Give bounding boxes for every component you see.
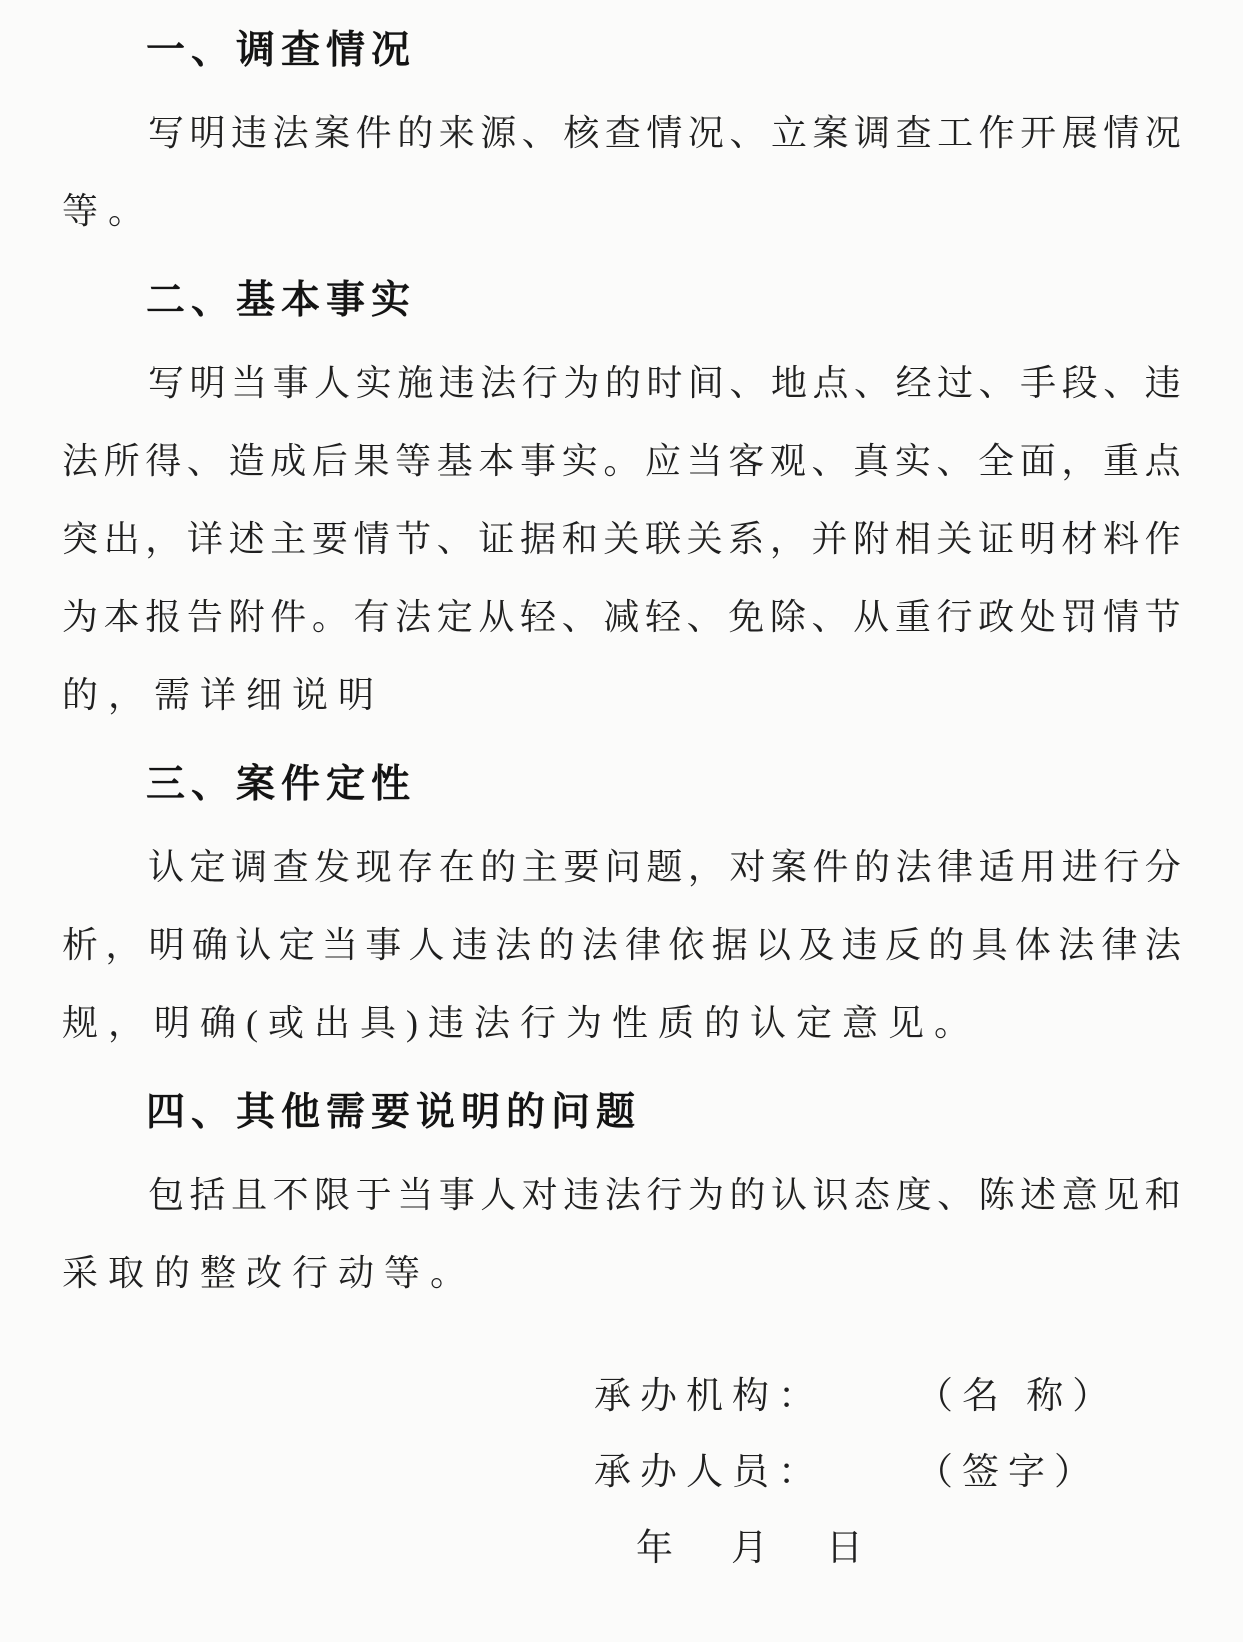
date-year-label: 年 — [636, 1528, 673, 1569]
paragraph-line: 写 明 违 法 案 件 的 来 源 、 核 查 情 况 、 立 案 调 查 工 作 开 展 情 况 — [148, 113, 1181, 153]
person-label: 承办人员： — [594, 1452, 824, 1493]
date-line — [594, 1506, 1181, 1582]
paragraph-line: 析 ， 明 确 认 定 当 事 人 违 法 的 法 律 依 据 以 及 违 反 的 具 体 法 律 法 — [62, 925, 1181, 965]
signature-block — [62, 1354, 1181, 1582]
paragraph-line: 写 明 当 事 人 实 施 违 法 行 为 的 时 间 、 地 点 、 经 过 、 手 段 、 违 — [148, 363, 1181, 403]
paragraph-line: 突 出 ， 详 述 主 要 情 节 、 证 据 和 关 联 关 系 ， 并 附 相 关 证 明 材 料 作 — [62, 519, 1181, 559]
agency-line — [594, 1354, 1181, 1430]
section-heading-2: 二、基本事实 — [146, 279, 417, 322]
paragraph-line: 的，需详细说明 — [62, 675, 385, 715]
section-heading-3: 三、案件定性 — [146, 763, 417, 806]
paragraph-line: 为 本 报 告 附 件 。 有 法 定 从 轻 、 减 轻 、 免 除 、 从 重 行 政 处 罚 情 节 — [62, 597, 1181, 637]
paragraph-line: 认 定 调 查 发 现 存 在 的 主 要 问 题 ， 对 案 件 的 法 律 适 用 进 行 分 — [148, 847, 1181, 887]
date-month-label: 月 — [731, 1528, 768, 1569]
person-value-placeholder: （签字） — [916, 1452, 1100, 1493]
agency-label: 承办机构： — [594, 1376, 824, 1417]
paragraph-line: 等。 — [62, 191, 155, 231]
paragraph-line: 规，明确(或出具)违法行为性质的认定意见。 — [62, 1003, 980, 1043]
paragraph-line: 采取的整改行动等。 — [62, 1253, 477, 1293]
section-heading-4: 四、其他需要说明的问题 — [146, 1091, 642, 1134]
section-heading-1: 一、调查情况 — [146, 29, 417, 72]
person-line — [594, 1430, 1181, 1506]
agency-value-placeholder: （名 称） — [916, 1376, 1119, 1417]
date-day-label: 日 — [826, 1528, 863, 1569]
paragraph-line: 法 所 得 、 造 成 后 果 等 基 本 事 实 。 应 当 客 观 、 真 实 、 全 面 ， 重 点 — [62, 441, 1181, 481]
paragraph-line: 包 括 且 不 限 于 当 事 人 对 违 法 行 为 的 认 识 态 度 、 陈 述 意 见 和 — [148, 1175, 1181, 1215]
